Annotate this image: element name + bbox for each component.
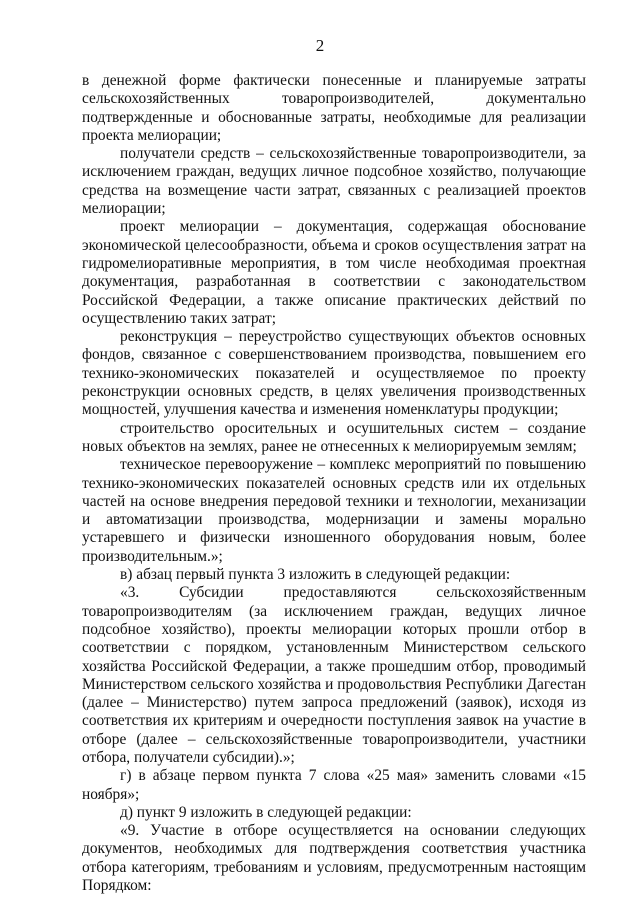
paragraph: строительство оросительных и осушительных систем – создание новых объектов на землях, ранее не отнесенных к мелиорируемым землям; — [82, 419, 586, 455]
paragraph: техническое перевооружение – комплекс мероприятий по повышению технико-экономических показателей основных средств или их отдельных частей на основе внедрения передовой техники и технологии, механизации и автоматизации производства, модернизации и замены морально устаревшего и физически изношенного оборудования новым, более производительным.»; — [82, 456, 586, 565]
paragraph: реконструкция – переустройство существующих объектов основных фондов, связанное с совершенствованием производства, повышением его технико-экономических показателей и осуществляемое по проекту реконструкции основных средств, в целях увеличения производственных мощностей, улучшения качества и изменения номенклатуры продукции; — [82, 328, 586, 419]
paragraph: «9. Участие в отборе осуществляется на основании следующих документов, необходимых для подтверждения соответствия участника отбора категориям, требованиям и условиям, предусмотренным настоящим Порядком: — [82, 822, 586, 895]
paragraph: г) в абзаце первом пункта 7 слова «25 мая» заменить словами «15 ноября»; — [82, 767, 586, 803]
paragraph: проект мелиорации – документация, содержащая обоснование экономической целесообразности, объема и сроков осуществления затрат на гидромелиоративные мероприятия, в том числе необходимая проектная документация, разработанная в соответствии с законодательством Российской Федерации, а также описание практических действий по осуществлению таких затрат; — [82, 218, 586, 327]
paragraph: получатели средств – сельскохозяйственные товаропроизводители, за исключением граждан, ведущих личное подсобное хозяйство, получающие средства на возмещение части затрат, связанных с реализацией проектов мелиорации; — [82, 145, 586, 218]
document-body — [82, 72, 586, 895]
paragraph: в денежной форме фактически понесенные и планируемые затраты сельскохозяйственных товаропроизводителей, документально подтвержденные и обоснованные затраты, необходимые для реализации проекта мелиорации; — [82, 72, 586, 144]
paragraph: «3. Субсидии предоставляются сельскохозяйственным товаропроизводителям (за исключением граждан, ведущих личное подсобное хозяйство), проекты мелиорации которых прошли отбор в соответствии с порядком, установленным Министерством сельского хозяйства Российской Федерации, а также прошедшим отбор, проводимый Министерством сельского хозяйства и продовольствия Республики Дагестан (далее – Министерство) путем запроса предложений (заявок), исходя из соответствия их критериям и очередности поступления заявок на участие в отборе (далее – сельскохозяйственные товаропроизводители, участники отбора, получатели субсидии).»; — [82, 584, 586, 766]
paragraph: в) абзац первый пункта 3 изложить в следующей редакции: — [120, 566, 511, 584]
page-number: 2 — [315, 36, 325, 55]
paragraph: д) пункт 9 изложить в следующей редакции: — [120, 803, 412, 821]
